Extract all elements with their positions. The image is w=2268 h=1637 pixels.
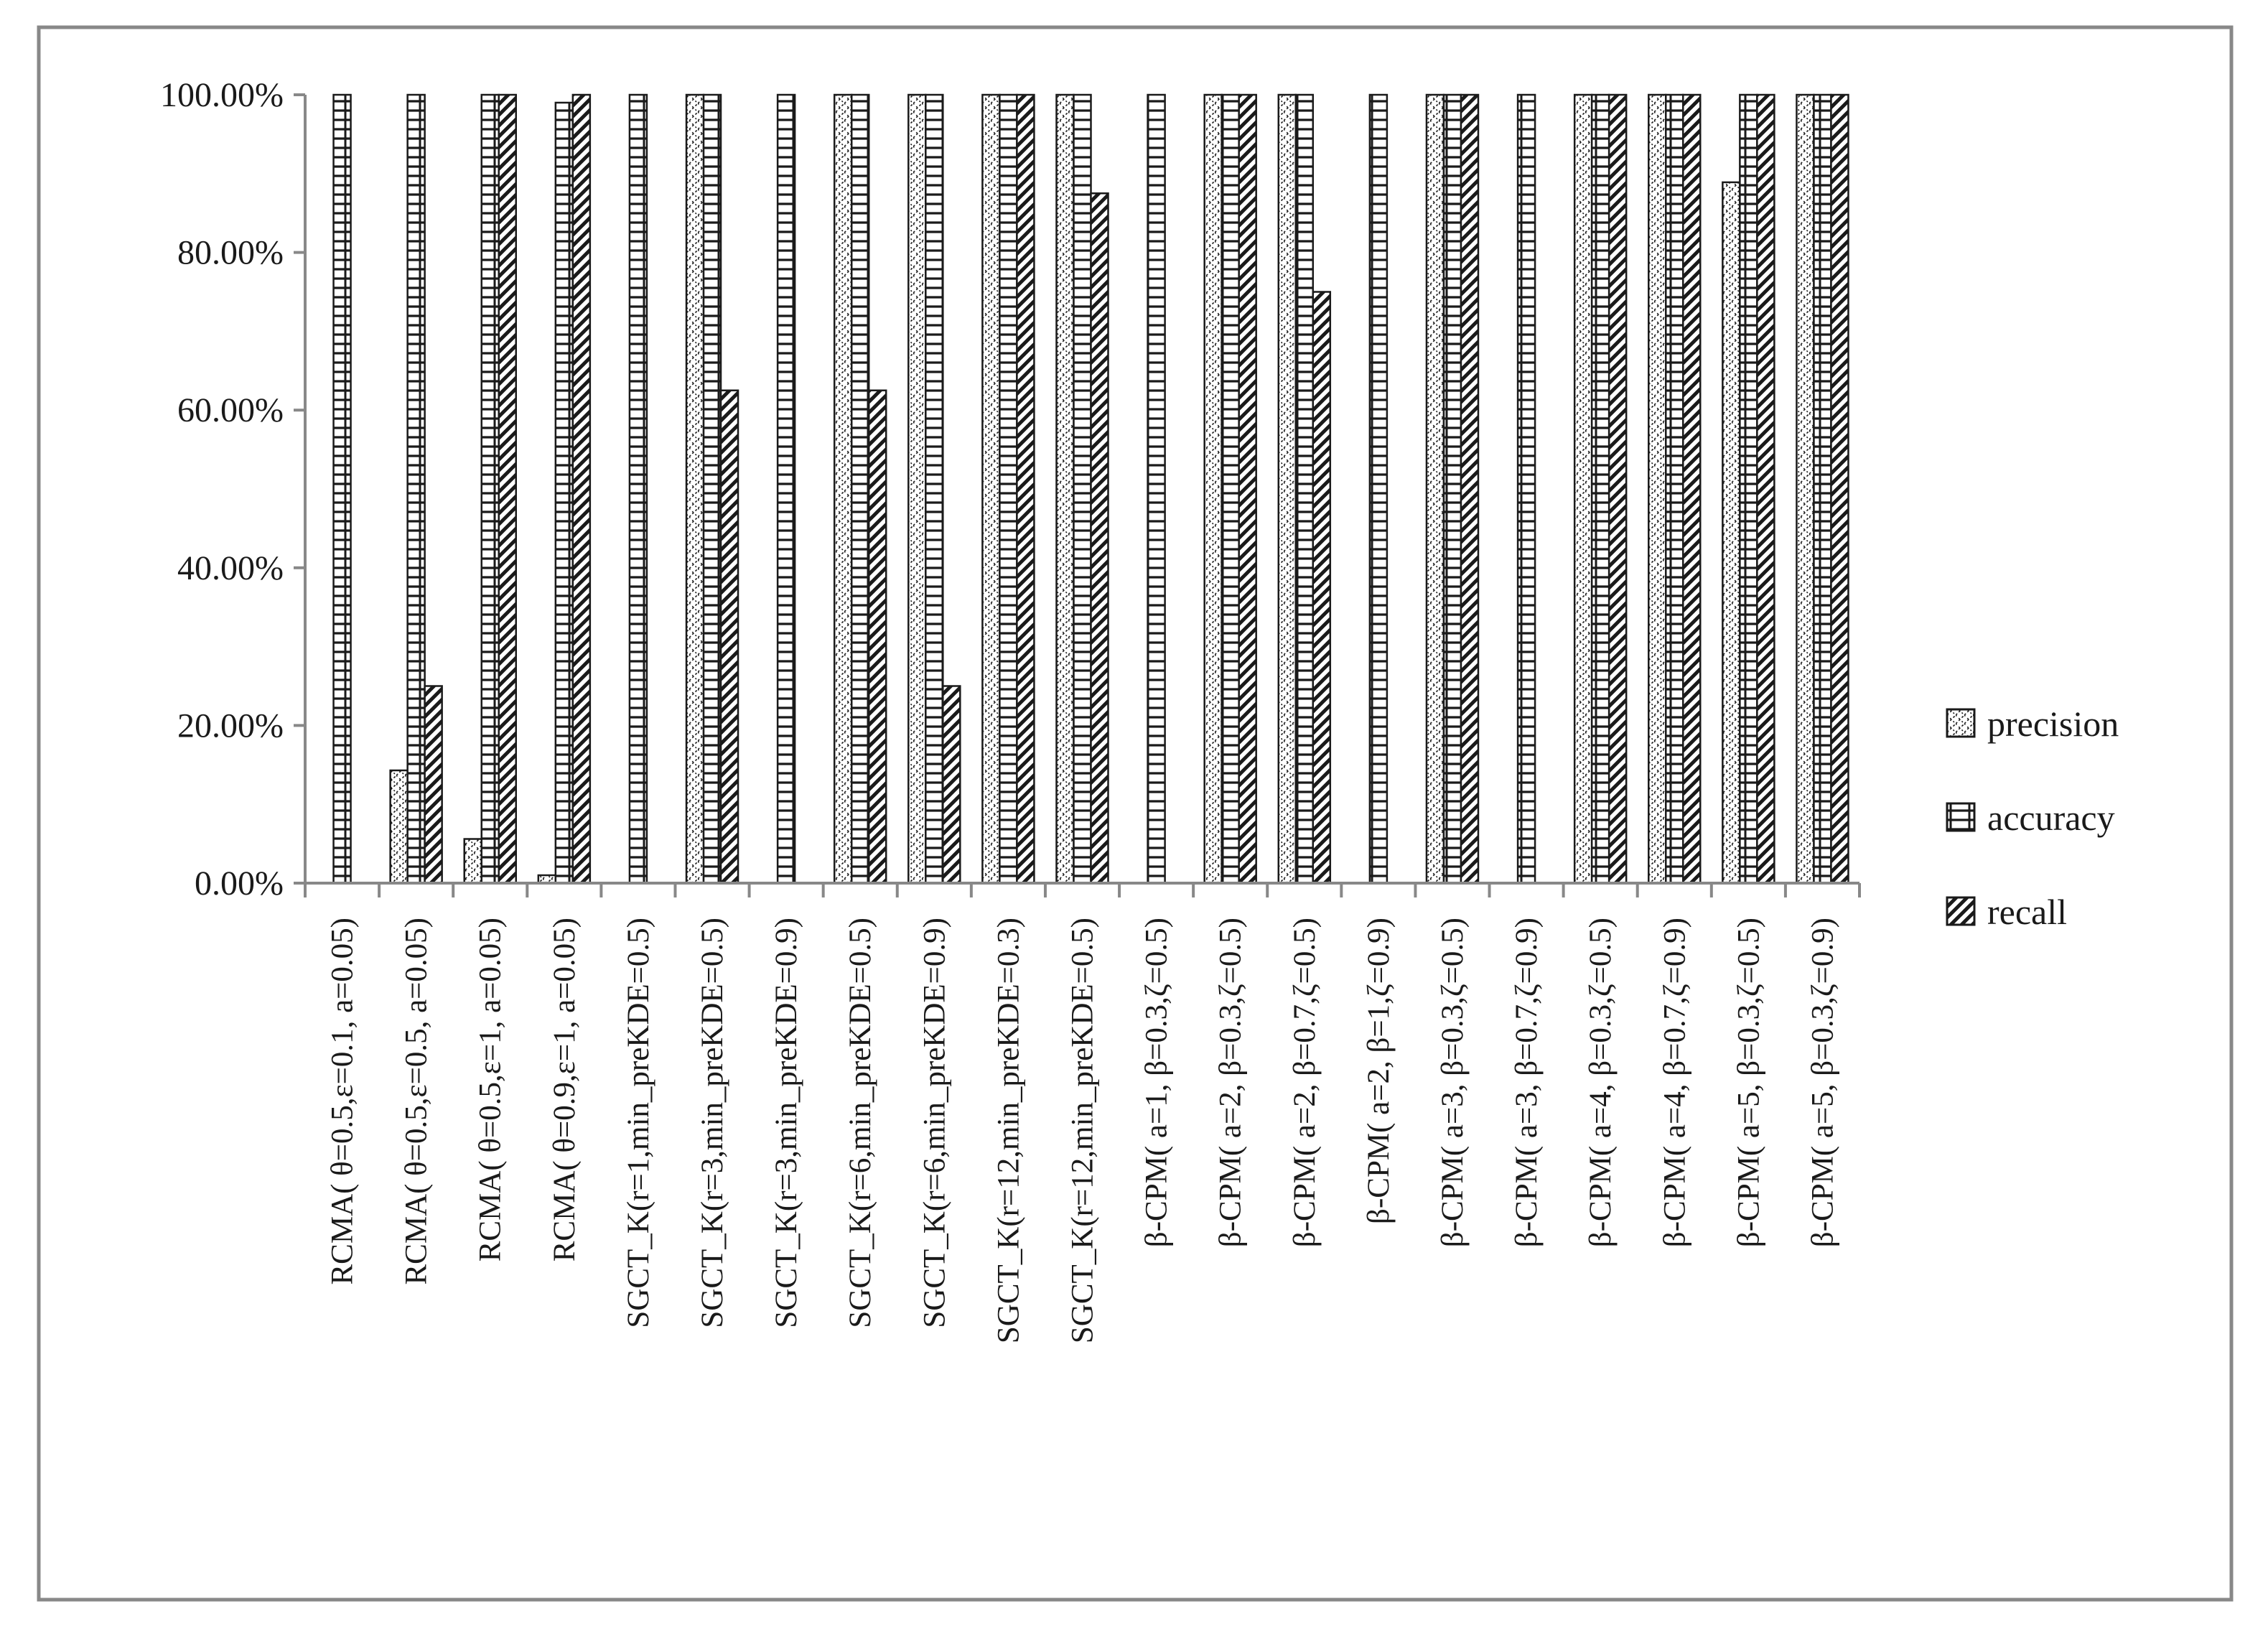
legend <box>1947 704 2119 932</box>
bar-recall <box>1683 95 1700 883</box>
y-tick-label: 60.00% <box>177 391 284 430</box>
bar-recall <box>721 391 738 883</box>
bar-precision <box>1427 95 1444 883</box>
bar-precision <box>465 839 482 883</box>
bar-accuracy <box>1814 95 1831 883</box>
bar-accuracy <box>999 95 1017 883</box>
bar-recall <box>1017 95 1034 883</box>
bar-accuracy <box>1370 95 1387 883</box>
chart-border <box>39 27 2231 1600</box>
bar-precision <box>1722 182 1740 883</box>
x-tick-label: SGCT_K(r=12,min_preKDE=0.3) <box>991 918 1026 1344</box>
x-tick-label: SGCT_K(r=3,min_preKDE=0.5) <box>696 918 730 1328</box>
x-tick-label: β-CPM( a=2, β=0.7,ζ=0.5) <box>1287 918 1322 1248</box>
bar-accuracy <box>334 95 351 883</box>
bar-accuracy <box>556 103 573 883</box>
x-tick-label: β-CPM( a=4, β=0.3,ζ=0.5) <box>1584 918 1618 1248</box>
bar-precision <box>686 95 704 883</box>
bar-recall <box>1239 95 1256 883</box>
bar-accuracy <box>704 95 721 883</box>
bar-accuracy <box>1148 95 1165 883</box>
x-tick-label: β-CPM( a=5, β=0.3,ζ=0.9) <box>1806 918 1840 1248</box>
bar-accuracy <box>1740 95 1757 883</box>
bar-recall <box>1313 292 1330 884</box>
legend-swatch-precision <box>1947 709 1974 737</box>
x-tick-label: RCMA( θ=0.5,ε=0.1, a=0.05) <box>325 918 360 1285</box>
y-tick-label: 20.00% <box>177 706 284 745</box>
x-tick-label: RCMA( θ=0.5,ε=0.5, a=0.05) <box>399 918 434 1285</box>
bar-accuracy <box>1074 95 1091 883</box>
bar-accuracy <box>1222 95 1239 883</box>
x-tick-label: β-CPM( a=3, β=0.7,ζ=0.9) <box>1510 918 1544 1248</box>
bar-accuracy <box>1518 95 1535 883</box>
bar-recall <box>869 391 886 883</box>
x-tick-label: β-CPM( a=3, β=0.3,ζ=0.5) <box>1435 918 1470 1248</box>
legend-swatch-accuracy <box>1947 803 1974 831</box>
bar-recall <box>1831 95 1848 883</box>
bar-accuracy <box>1296 95 1313 883</box>
y-tick-label: 80.00% <box>177 233 284 272</box>
bar-accuracy <box>778 95 795 883</box>
y-tick-label: 0.00% <box>195 864 284 903</box>
bar-recall <box>573 95 590 883</box>
bar-accuracy <box>408 95 425 883</box>
bar-precision <box>1648 95 1666 883</box>
x-tick-label: β-CPM( a=2, β=0.3,ζ=0.5) <box>1213 918 1248 1248</box>
x-axis <box>305 883 1859 1343</box>
bar-precision <box>834 95 851 883</box>
bar-recall <box>1757 95 1774 883</box>
bar-precision <box>908 95 925 883</box>
bar-precision <box>982 95 999 883</box>
bar-precision <box>1205 95 1222 883</box>
bar-recall <box>499 95 516 883</box>
legend-label-precision: precision <box>1987 704 2119 744</box>
x-tick-label: SGCT_K(r=6,min_preKDE=0.5) <box>844 918 878 1328</box>
bar-recall <box>943 686 960 884</box>
bar-precision <box>391 770 408 883</box>
bar-accuracy <box>630 95 647 883</box>
bar-accuracy <box>1444 95 1461 883</box>
x-tick-label: RCMA( θ=0.5,ε=1, a=0.05) <box>473 918 508 1262</box>
bar-precision <box>1279 95 1296 883</box>
x-tick-label: SGCT_K(r=6,min_preKDE=0.9) <box>918 918 952 1328</box>
bar-recall <box>1091 193 1109 883</box>
x-tick-label: SGCT_K(r=3,min_preKDE=0.9) <box>770 918 804 1328</box>
bars <box>334 95 1849 883</box>
x-tick-label: β-CPM( a=1, β=0.3,ζ=0.5) <box>1139 918 1174 1248</box>
y-tick-label: 100.00% <box>160 76 284 114</box>
x-tick-label: RCMA( θ=0.9,ε=1, a=0.05) <box>547 918 582 1262</box>
bar-accuracy <box>1592 95 1609 883</box>
legend-label-recall: recall <box>1987 892 2068 932</box>
bar-accuracy <box>1666 95 1683 883</box>
x-tick-label: β-CPM( a=2, β=1,ζ=0.9) <box>1361 918 1396 1224</box>
legend-swatch-recall <box>1947 897 1974 925</box>
y-tick-label: 40.00% <box>177 549 284 587</box>
x-tick-label: SGCT_K(r=12,min_preKDE=0.5) <box>1065 918 1100 1344</box>
bar-precision <box>1057 95 1074 883</box>
bar-accuracy <box>851 95 869 883</box>
legend-label-accuracy: accuracy <box>1987 798 2115 838</box>
bar-accuracy <box>925 95 943 883</box>
x-tick-label: β-CPM( a=4, β=0.7,ζ=0.9) <box>1658 918 1692 1248</box>
bar-precision <box>1574 95 1592 883</box>
bar-accuracy <box>482 95 499 883</box>
bar-recall <box>425 686 442 884</box>
bar-recall <box>1461 95 1478 883</box>
bar-recall <box>1609 95 1626 883</box>
bar-precision <box>1796 95 1814 883</box>
x-tick-label: β-CPM( a=5, β=0.3,ζ=0.5) <box>1732 918 1766 1248</box>
y-axis <box>160 76 305 903</box>
x-tick-label: SGCT_K(r=1,min_preKDE=0.5) <box>621 918 655 1328</box>
